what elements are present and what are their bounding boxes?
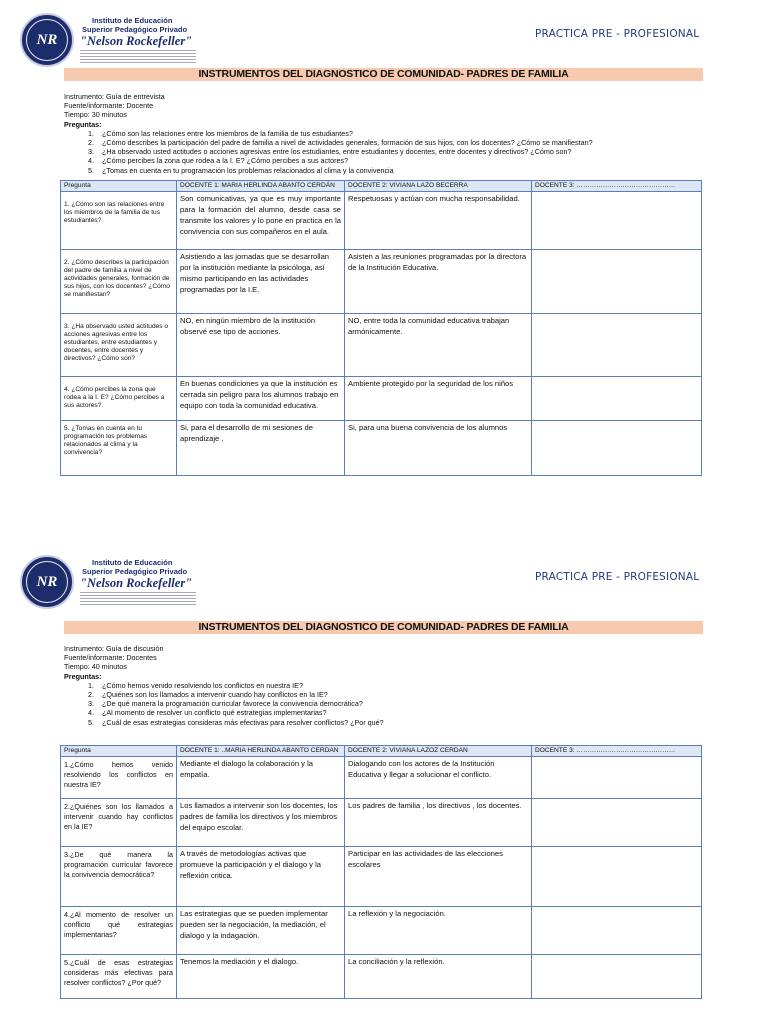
teacher-2-answer: Los padres de familia , los directivos , los docentes. [345, 799, 532, 847]
question-cell: 2. ¿Cómo describes la participación del padre de familia a nivel de actividades generales, formación de sus hijos, con los docentes? ¿Cómo se manifiestan? [61, 250, 177, 314]
teacher-3-answer [532, 377, 702, 421]
teacher-2-answer: Participar en las actividades de las elecciones escolares [345, 847, 532, 907]
teacher-1-answer: Las estrategias que se pueden implementar pueden ser la negociación, la mediación, el dialogo y la indagación. [177, 907, 345, 955]
teacher-2-answer: NO, entre toda la comunidad educativa trabajan armónicamente. [345, 314, 532, 377]
header-teacher-2: DOCENTE 2: VIVIANA LAZO BECERRA [345, 181, 532, 192]
questions-label: Preguntas: [64, 671, 102, 681]
time-line: Tiempo: 30 minutos [64, 110, 127, 120]
institute-seal-icon: NR [20, 555, 74, 609]
responses-table [60, 745, 702, 999]
question-item: 1. ¿Cómo son las relaciones entre los miembros de la familia de tus estudiantes? [96, 129, 593, 138]
question-item: 1. ¿Cómo hemos venido resolviendo los conflictos en nuestra IE? [96, 681, 384, 690]
table-header-row [61, 746, 702, 757]
teacher-3-answer [532, 955, 702, 999]
logo-line-3: "Nelson Rockefeller" [80, 576, 193, 590]
instrument-info [64, 644, 384, 727]
institute-seal-icon: NR [20, 13, 74, 67]
logo-line-1: Instituto de Educación [92, 16, 173, 25]
question-cell: 2.¿Quiénes son los llamados a intervenir cuando hay conflictos en la IE? [61, 799, 177, 847]
questions-list [64, 681, 384, 727]
table-row [61, 421, 702, 476]
table-row [61, 192, 702, 250]
teacher-3-answer [532, 907, 702, 955]
table-row [61, 314, 702, 377]
question-cell: 5.¿Cuál de esas estrategias consideras más efectivas para resolver conflictos? ¿Por qué? [61, 955, 177, 999]
table-row [61, 955, 702, 999]
teacher-3-answer [532, 192, 702, 250]
instrument-info [64, 92, 593, 175]
header-question: Pregunta [61, 181, 177, 192]
teacher-1-answer: Mediante el dialogo la colaboración y la empatía. [177, 757, 345, 799]
teacher-1-answer: NO, en ningún miembro de la institución observé ese tipo de acciones. [177, 314, 345, 377]
question-cell: 4. ¿Cómo percibes la zona que rodea a la I. E? ¿Cómo percibes a sus actores? [61, 377, 177, 421]
logo-line-2: Superior Pedagógico Privado [82, 25, 188, 34]
question-cell: 3.¿De qué manera la programación curricular favorece la convivencia democrática? [61, 847, 177, 907]
document-title: INSTRUMENTOS DEL DIAGNOSTICO DE COMUNIDAD- PADRES DE FAMILIA [64, 621, 703, 634]
table-row [61, 907, 702, 955]
question-cell: 1.¿Cómo hemos venido resolviendo los conflictos en nuestra IE? [61, 757, 177, 799]
header-teacher-1: DOCENTE 1: MARIA HERLINDA ABANTO CERDÁN [177, 181, 345, 192]
teacher-2-answer: La conciliación y la reflexión. [345, 955, 532, 999]
teacher-2-answer: Dialogando con los actores de la Institución Educativa y llegar a solucionar el conflicto. [345, 757, 532, 799]
source-line: Fuente/informante: Docente [64, 101, 154, 111]
teacher-1-answer: Asistiendo a las jornadas que se desarrollan por la institución mediante la psicóloga, así mismo participando en las actividades programadas por la I.E. [177, 250, 345, 314]
question-item: 3. ¿Ha observado usted actitudes o acciones agresivas entre los estudiantes, entre estudiantes y docentes, entre docentes y directivos? ¿Cómo son? [96, 147, 593, 156]
questions-list [64, 129, 593, 175]
institute-logo [20, 13, 200, 71]
question-item: 5. ¿Cuál de esas estrategias consideras más efectivas para resolver conflictos? ¿Por qué? [96, 718, 384, 727]
teacher-3-answer [532, 757, 702, 799]
teacher-3-answer [532, 421, 702, 476]
header-practice-label: PRACTICA PRE - PROFESIONAL [535, 571, 700, 583]
header-teacher-1: DOCENTE 1: ..MARIA HERLINDA ABANTO CERDAN [177, 746, 345, 757]
teacher-2-answer: Si, para una buena convivencia de los alumnos [345, 421, 532, 476]
logo-fine-print [80, 592, 196, 605]
table-row [61, 250, 702, 314]
table-row [61, 847, 702, 907]
table-row [61, 799, 702, 847]
teacher-1-answer: Son comunicativas, ya que es muy importante para la formación del alumno, desde casa se transmite los valores y lo pone en practica en la convivencia con sus compañeros en el aula. [177, 192, 345, 250]
teacher-1-answer: Los llamados a intervenir son los docentes, los padres de familia los directivos y los miembros del equipo escolar. [177, 799, 345, 847]
question-cell: 3. ¿Ha observado usted actitudes o acciones agresivas entre los estudiantes, entre estudiantes y docentes, entre docentes y directivos? ¿Cómo son? [61, 314, 177, 377]
questions-label: Preguntas: [64, 119, 102, 129]
logo-line-2: Superior Pedagógico Privado [82, 567, 188, 576]
header-teacher-3: DOCENTE 3: ……………………………………… [532, 746, 702, 757]
time-line: Tiempo: 40 minutos [64, 662, 127, 672]
logo-line-3: "Nelson Rockefeller" [80, 34, 193, 48]
teacher-1-answer: Tenemos la mediación y el dialogo. [177, 955, 345, 999]
teacher-3-answer [532, 799, 702, 847]
teacher-2-answer: Ambiente protegido por la seguridad de los niños [345, 377, 532, 421]
question-item: 4. ¿Cómo percibes la zona que rodea a la I. E? ¿Cómo percibes a sus actores? [96, 156, 593, 165]
source-line: Fuente/informante: Docentes [64, 653, 157, 663]
question-cell: 1. ¿Cómo son las relaciones entre los miembros de la familia de tus estudiantes? [61, 192, 177, 250]
teacher-1-answer: Si, para el desarrollo de mi sesiones de aprendizaje . [177, 421, 345, 476]
teacher-3-answer [532, 314, 702, 377]
question-item: 4. ¿Al momento de resolver un conflicto qué estrategias implementarias? [96, 708, 384, 717]
question-item: 2. ¿Cómo describes la participación del padre de familia a nivel de actividades generales, formación de sus hijos, con los docentes? ¿Cómo se manifiestan? [96, 138, 593, 147]
teacher-3-answer [532, 250, 702, 314]
table-row [61, 377, 702, 421]
table-row [61, 757, 702, 799]
teacher-2-answer: Respetuosas y actúan con mucha responsabilidad. [345, 192, 532, 250]
question-item: 5. ¿Tomas en cuenta en tu programación los problemas relacionados al clima y la convivencia [96, 166, 593, 175]
institute-logo [20, 555, 200, 613]
header-question: Pregunta [61, 746, 177, 757]
responses-table [60, 180, 702, 476]
document-title: INSTRUMENTOS DEL DIAGNOSTICO DE COMUNIDAD- PADRES DE FAMILIA [64, 68, 703, 81]
teacher-2-answer: La reflexión y la negociación. [345, 907, 532, 955]
header-teacher-3: DOCENTE 3: ……………………………………… [532, 181, 702, 192]
question-cell: 4.¿Al momento de resolver un conflicto qué estrategias implementarias? [61, 907, 177, 955]
logo-line-1: Instituto de Educación [92, 558, 173, 567]
teacher-1-answer: En buenas condiciones ya que la institución es cerrada sin peligro para los alumnos trabajo en equipo con toda la comunidad educativa. [177, 377, 345, 421]
teacher-2-answer: Asisten a las reuniones programadas por la directora de la Institución Educativa. [345, 250, 532, 314]
question-item: 2. ¿Quiénes son los llamados a intervenir cuando hay conflictos en la IE? [96, 690, 384, 699]
instrument-line: Instrumento: Guía de discusión [64, 644, 164, 653]
table-header-row [61, 181, 702, 192]
logo-fine-print [80, 50, 196, 63]
question-cell: 5. ¿Tomas en cuenta en tu programación los problemas relacionados al clima y la convivencia? [61, 421, 177, 476]
header-practice-label: PRACTICA PRE - PROFESIONAL [535, 28, 700, 40]
teacher-1-answer: A través de metodologías activas que promueve la participación y el dialogo y la reflexión critica. [177, 847, 345, 907]
header-teacher-2: DOCENTE 2: VIVIANA LAZOZ CERDAN [345, 746, 532, 757]
teacher-3-answer [532, 847, 702, 907]
question-item: 3. ¿De qué manera la programación curricular favorece la convivencia democrática? [96, 699, 384, 708]
instrument-line: Instrumento: Guía de entrevista [64, 92, 165, 101]
